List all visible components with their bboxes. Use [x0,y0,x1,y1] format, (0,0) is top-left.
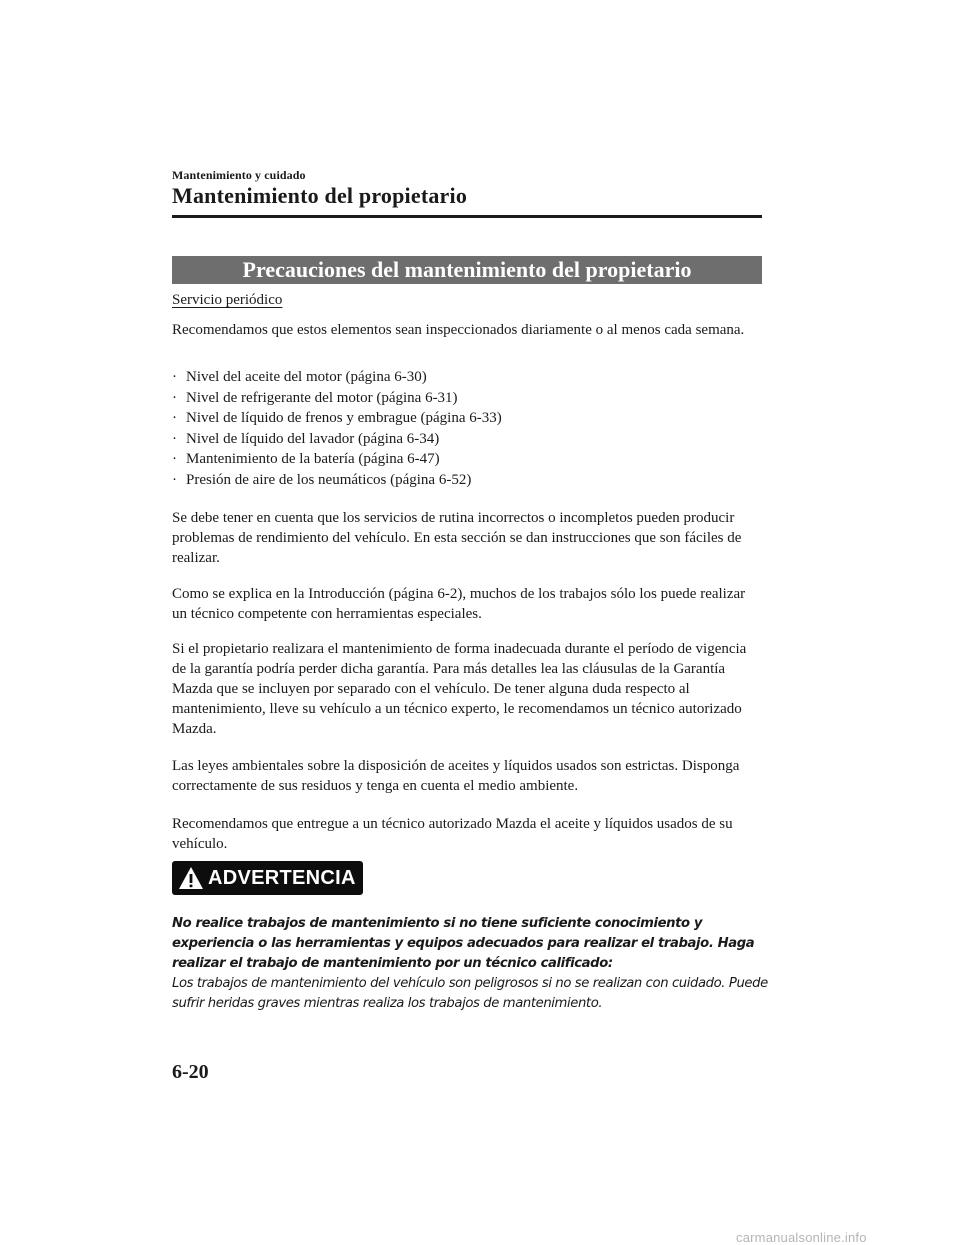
paragraph-warranty: Si el propietario realizara el mantenimiento de forma inadecuada durante el período de vigencia de la garantía podría perder dicha garantía. Para más detalles lea las cláusulas de la Garantía Mazda que se incluyen por separado con el vehículo. De tener alguna duda respecto al mantenimiento, lleve su vehículo a un técnico experto, le recomendamos un técnico autorizado Mazda. [172,641,747,737]
list-item: · Nivel de líquido del lavador (página 6-34) [172,429,502,450]
title-divider [172,215,762,218]
bullet-icon: · [172,369,177,385]
warning-message [172,914,772,1014]
watermark-text: carmanualsonline.info [736,1230,867,1245]
bullet-icon: · [172,451,177,467]
warning-label: ADVERTENCIA [208,866,356,889]
bullet-icon: · [172,410,177,426]
warning-badge [172,861,363,895]
warning-triangle-icon [178,866,204,890]
list-item: · Presión de aire de los neumáticos (página 6-52) [172,470,502,491]
list-item: · Mantenimiento de la batería (página 6-47) [172,449,502,470]
warning-detail-text: Los trabajos de mantenimiento del vehículo son peligrosos si no se realizan con cuidado. Puede sufrir heridas graves mientras realiza los trabajos de mantenimiento. [172,976,768,1011]
list-item: · Nivel de refrigerante del motor (página 6-31) [172,388,502,409]
list-item: · Nivel del aceite del motor (página 6-30) [172,367,502,388]
warning-bold-text: No realice trabajos de mantenimiento si no tiene suficiente conocimiento y experiencia o las herramientas y equipos adecuados para realizar el trabajo. Haga realizar el trabajo de mantenimiento por un técnico calificado: [172,916,755,971]
paragraph-routine-service: Se debe tener en cuenta que los servicios de rutina incorrectos o incompletos pueden producir problemas de rendimiento del vehículo. En esta sección se dan instrucciones que son fáciles de realizar. [172,510,742,566]
intro-paragraph: Recomendamos que estos elementos sean inspeccionados diariamente o al menos cada semana. [172,322,745,338]
bullet-icon: · [172,430,177,447]
list-item: · Nivel de líquido de frenos y embrague (página 6-33) [172,408,502,429]
page-number: 6-20 [172,1061,209,1083]
chapter-label: Mantenimiento y cuidado [172,168,306,182]
section-title: Mantenimiento del propietario [172,183,468,208]
paragraph-technician: Como se explica en la Introducción (página 6-2), muchos de los trabajos sólo los puede realizar un técnico competente con herramientas especiales. [172,586,746,622]
paragraph-disposal: Recomendamos que entregue a un técnico autorizado Mazda el aceite y líquidos usados de su vehículo. [172,816,733,852]
subheading-periodic-service: Servicio periódico [172,292,283,308]
inspection-checklist [172,367,502,490]
bullet-icon: · [172,471,177,488]
bullet-icon: · [172,389,177,406]
topic-title-banner: Precauciones del mantenimiento del propietario [172,256,762,284]
paragraph-environment: Las leyes ambientales sobre la disposición de aceites y líquidos usados son estrictas. Disponga correctamente de sus residuos y tenga en cuenta el medio ambiente. [172,758,740,794]
